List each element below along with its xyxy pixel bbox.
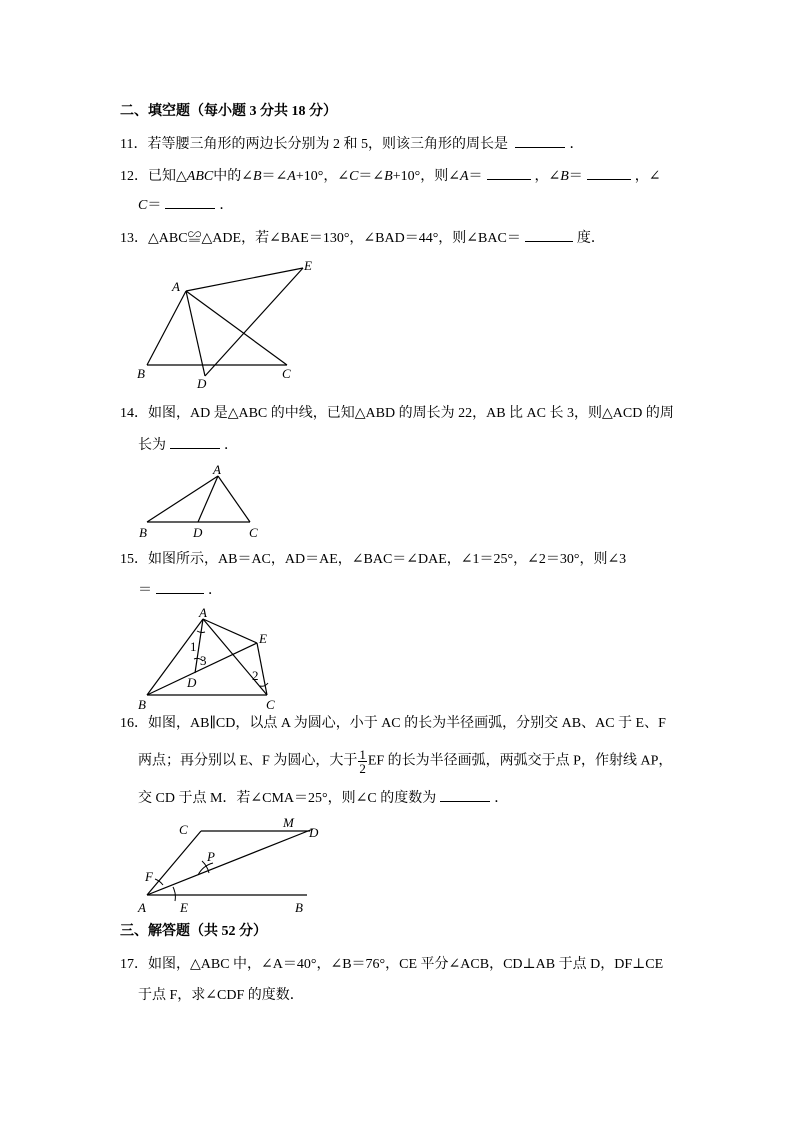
label-c: C: [249, 525, 258, 540]
question-14-text: 长为: [138, 438, 166, 453]
label-angle-3: 3: [200, 653, 207, 668]
question-11-end: ．: [569, 137, 584, 152]
question-17-line2: 于点 F，求∠CDF 的度数．: [138, 988, 304, 1003]
label-d: D: [187, 675, 197, 690]
label-d: D: [193, 525, 203, 540]
label-a: A: [138, 900, 146, 915]
figure-16: [135, 813, 335, 918]
question-16-text: EF 的长为半径画弧，两弧交于点 P，作射线 AP，: [367, 753, 673, 769]
label-f: F: [145, 869, 153, 884]
q12-text: ，∠: [534, 169, 561, 184]
answer-blank-16[interactable]: [440, 788, 490, 802]
question-13-text: 13．△ABC≌△ADE，若∠BAE＝130°，∠BAD＝44°，则∠BAC＝: [120, 231, 521, 246]
answer-blank-12a[interactable]: [487, 166, 531, 180]
question-16-line3: [138, 788, 508, 809]
q12-text: 12．已知△: [120, 169, 187, 184]
label-c: C: [266, 697, 275, 712]
question-14: 14．如图，AD 是△ABC 的中线，已知△ABD 的周长为 22，AB 比 AC 长 3，则△ACD 的周: [120, 406, 674, 421]
label-m: M: [283, 815, 294, 830]
ray-ap: [147, 829, 313, 895]
question-13: [120, 228, 605, 249]
label-b: B: [138, 697, 146, 712]
figure-14: [135, 460, 275, 545]
q12-var: A: [459, 169, 469, 184]
angle-mark-2: [260, 683, 268, 686]
label-a: A: [213, 462, 221, 477]
section-title-fill-in: 二、填空题（每小题 3 分共 18 分）: [120, 104, 337, 119]
question-14-end: ．: [224, 438, 238, 453]
answer-blank-15[interactable]: [156, 580, 204, 594]
q12-var: C: [349, 169, 359, 184]
answer-blank-12b[interactable]: [587, 166, 631, 180]
label-e: E: [259, 631, 267, 646]
segment-ab: [147, 291, 186, 365]
label-angle-1: 1: [190, 639, 197, 654]
question-14-line2: [138, 435, 238, 456]
question-11-text: 11．若等腰三角形的两边长分别为 2 和 5，则该三角形的周长是: [120, 137, 508, 152]
q12-text: ＝: [568, 169, 583, 184]
label-angle-2: 2: [252, 668, 259, 683]
q12-text: +10°，则∠: [392, 169, 460, 184]
q12-var: B: [384, 169, 393, 184]
segment-ac: [218, 476, 250, 522]
q12-text: ．: [219, 198, 234, 213]
q12-var: C: [138, 198, 148, 213]
question-15: 15．如图所示，AB＝AC，AD＝AE，∠BAC＝∠DAE，∠1＝25°，∠2＝30°，则∠3: [120, 552, 627, 567]
label-e: E: [304, 258, 312, 273]
fraction-one-half: [358, 748, 367, 775]
fraction-denominator: 2: [359, 761, 366, 776]
question-12: [120, 166, 661, 187]
q12-text: ，∠: [634, 169, 661, 184]
segment-ae: [203, 619, 257, 643]
q12-text: ＝∠: [358, 169, 385, 184]
question-15-line2: [138, 580, 222, 601]
label-p: P: [207, 849, 215, 864]
question-11: [120, 134, 583, 155]
label-d: D: [309, 825, 319, 840]
q12-text: 中的∠: [213, 169, 253, 184]
fraction-numerator: 1: [359, 747, 366, 762]
label-b: B: [139, 525, 147, 540]
segment-ac: [203, 619, 267, 695]
segment-ac: [147, 831, 201, 895]
segment-be: [147, 643, 257, 695]
answer-blank-12c[interactable]: [165, 195, 215, 209]
q12-text: ＝∠: [261, 169, 288, 184]
q12-var: ABC: [186, 169, 214, 184]
question-16-text: 交 CD 于点 M．若∠CMA＝25°，则∠C 的度数为: [138, 791, 437, 806]
figure-15: [135, 603, 285, 713]
question-16-end: ．: [494, 791, 509, 806]
question-17: 17．如图，△ABC 中，∠A＝40°，∠B＝76°，CE 平分∠ACB，CD⊥AB 于点 D，DF⊥CE: [120, 957, 664, 972]
label-c: C: [282, 366, 291, 381]
question-15-text: ＝: [138, 583, 152, 598]
label-e: E: [180, 900, 188, 915]
question-13-end: 度．: [576, 231, 605, 246]
question-16: 16．如图，AB∥CD，以点 A 为圆心，小于 AC 的长为半径画弧，分别交 AB、AC 于 E、F: [120, 716, 666, 731]
question-16-text: 两点；再分别以 E、F 为圆心，大于: [138, 753, 358, 769]
label-a: A: [172, 279, 180, 294]
answer-blank-11[interactable]: [515, 134, 565, 148]
q12-var: A: [287, 169, 296, 184]
q12-var: B: [560, 169, 569, 184]
question-16-line2: [138, 748, 672, 775]
label-a: A: [199, 605, 207, 620]
label-d: D: [197, 376, 207, 391]
q12-text: ＝: [468, 169, 483, 184]
label-b: B: [137, 366, 145, 381]
question-12-line2: [138, 195, 233, 216]
arc-e: [173, 887, 175, 901]
label-c: C: [179, 822, 188, 837]
segment-ec: [257, 643, 267, 695]
q12-text: +10°，∠: [295, 169, 350, 184]
answer-blank-14[interactable]: [170, 435, 220, 449]
segment-ad: [186, 291, 205, 376]
figure-13: [130, 258, 330, 393]
answer-blank-13[interactable]: [525, 228, 573, 242]
q12-var: B: [252, 169, 262, 184]
section-title-solve: 三、解答题（共 52 分）: [120, 924, 267, 939]
label-b: B: [295, 900, 303, 915]
q12-text: ＝: [147, 198, 162, 213]
question-15-end: ．: [208, 583, 222, 598]
